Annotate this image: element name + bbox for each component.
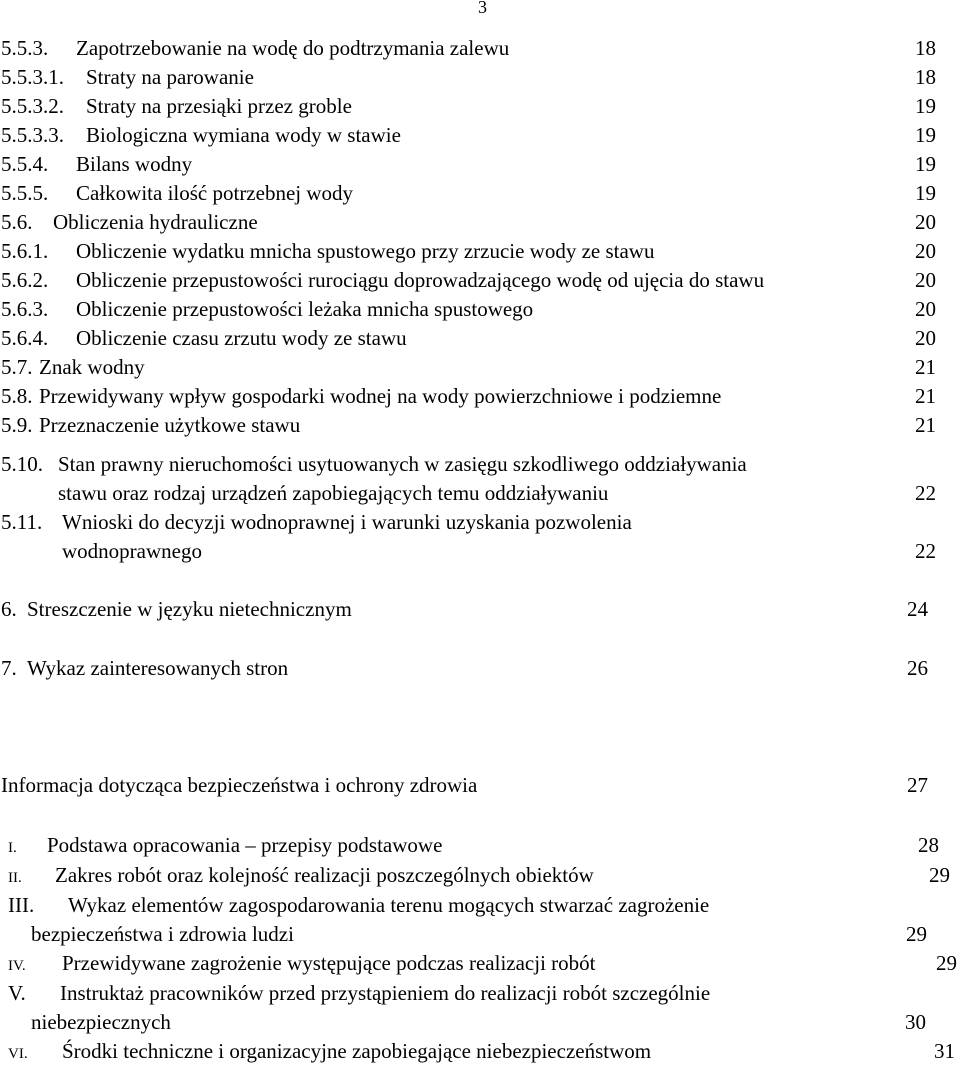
toc-entry-number: 7. bbox=[1, 656, 17, 680]
toc-entry-page: 20 bbox=[915, 297, 936, 321]
toc-entry-title-cont: niebezpiecznych bbox=[31, 1010, 171, 1034]
toc-entry-title: Straty na parowanie bbox=[86, 65, 254, 89]
toc-entry-number: 5.9. bbox=[1, 413, 33, 437]
toc-entry-number: 5.5.3.3. bbox=[1, 123, 64, 147]
toc-entry-title: Biologiczna wymiana wody w stawie bbox=[86, 123, 401, 147]
toc-entry-number: 5.11. bbox=[1, 510, 43, 534]
toc-entry-number: 5.6.3. bbox=[1, 297, 49, 321]
toc-entry-page: 29 bbox=[906, 922, 927, 946]
toc-entry-page: 26 bbox=[907, 656, 928, 680]
toc-entry-title: Przewidywane zagrożenie występujące podczas realizacji robót bbox=[62, 951, 596, 975]
toc-entry-page: 20 bbox=[915, 239, 936, 263]
toc-entry-page: 20 bbox=[915, 268, 936, 292]
toc-entry-title: Obliczenie czasu zrzutu wody ze stawu bbox=[76, 326, 407, 350]
toc-entry-page: 21 bbox=[915, 413, 936, 437]
toc-entry-number: 5.5.3. bbox=[1, 36, 49, 60]
toc-entry-title: Streszczenie w języku nietechnicznym bbox=[27, 597, 352, 621]
toc-entry-number: I. bbox=[8, 840, 17, 856]
toc-entry-page: 28 bbox=[918, 833, 939, 857]
toc-entry-title: Znak wodny bbox=[39, 355, 145, 379]
toc-entry-page: 21 bbox=[915, 384, 936, 408]
toc-entry-number: 5.6.4. bbox=[1, 326, 49, 350]
toc-entry-title: Wnioski do decyzji wodnoprawnej i warunki uzyskania pozwolenia bbox=[62, 510, 632, 534]
toc-entry-page: 20 bbox=[915, 210, 936, 234]
toc-entry-page: 22 bbox=[915, 539, 936, 563]
toc-entry-title: Obliczenie przepustowości rurociągu doprowadzającego wodę od ujęcia do stawu bbox=[76, 268, 765, 292]
toc-entry-title: Straty na przesiąki przez groble bbox=[86, 94, 352, 118]
toc-entry-page: 18 bbox=[915, 65, 936, 89]
toc-entry-number: II. bbox=[8, 870, 22, 886]
toc-entry-number: 5.6.2. bbox=[1, 268, 49, 292]
toc-entry-number: 5.6. bbox=[1, 210, 33, 234]
toc-entry-number: VI. bbox=[8, 1046, 28, 1062]
toc-entry-title: Obliczenia hydrauliczne bbox=[53, 210, 258, 234]
toc-entry-number: 5.6.1. bbox=[1, 239, 49, 263]
toc-entry-page: 19 bbox=[915, 123, 936, 147]
toc-entry-title: Bilans wodny bbox=[76, 152, 193, 176]
toc-entry-page: 30 bbox=[905, 1010, 926, 1034]
toc-entry-number: 5.5.4. bbox=[1, 152, 49, 176]
toc-entry-number: V. bbox=[8, 981, 26, 1005]
toc-entry-number: 5.8. bbox=[1, 384, 33, 408]
toc-entry-number: 5.5.3.1. bbox=[1, 65, 64, 89]
toc-entry-page: 24 bbox=[907, 597, 928, 621]
toc-entry-page: 19 bbox=[915, 152, 936, 176]
toc-entry-title: Wykaz zainteresowanych stron bbox=[27, 656, 289, 680]
toc-entry-title: Informacja dotycząca bezpieczeństwa i ochrony zdrowia bbox=[1, 773, 478, 797]
toc-entry-number: IV. bbox=[8, 958, 26, 974]
toc-entry-title: Stan prawny nieruchomości usytuowanych w zasięgu szkodliwego oddziaływania bbox=[58, 452, 747, 476]
toc-entry-number: 6. bbox=[1, 597, 17, 621]
toc-entry-number: 5.5.3.2. bbox=[1, 94, 64, 118]
toc-entry-page: 19 bbox=[915, 94, 936, 118]
toc-entry-title: Podstawa opracowania – przepisy podstawowe bbox=[47, 833, 443, 857]
toc-entry-title: Przeznaczenie użytkowe stawu bbox=[39, 413, 301, 437]
toc-entry-title: Zapotrzebowanie na wodę do podtrzymania zalewu bbox=[76, 36, 510, 60]
page-number: 3 bbox=[478, 0, 487, 17]
toc-entry-page: 29 bbox=[936, 951, 957, 975]
toc-entry-page: 22 bbox=[915, 481, 936, 505]
toc-entry-title: Wykaz elementów zagospodarowania terenu mogących stwarzać zagrożenie bbox=[68, 893, 710, 917]
toc-entry-title: Obliczenie wydatku mnicha spustowego przy zrzucie wody ze stawu bbox=[76, 239, 655, 263]
toc-entry-title: Obliczenie przepustowości leżaka mnicha spustowego bbox=[76, 297, 534, 321]
toc-entry-page: 31 bbox=[934, 1039, 955, 1063]
toc-entry-title: Przewidywany wpływ gospodarki wodnej na wody powierzchniowe i podziemne bbox=[39, 384, 722, 408]
toc-entry-title-cont: wodnoprawnego bbox=[62, 539, 202, 563]
toc-entry-number: III. bbox=[8, 893, 35, 917]
toc-entry-page: 29 bbox=[929, 863, 950, 887]
toc-entry-page: 21 bbox=[915, 355, 936, 379]
toc-entry-title: Całkowita ilość potrzebnej wody bbox=[76, 181, 354, 205]
toc-entry-page: 18 bbox=[915, 36, 936, 60]
toc-entry-title-cont: stawu oraz rodzaj urządzeń zapobiegających temu oddziaływaniu bbox=[58, 481, 609, 505]
toc-entry-page: 19 bbox=[915, 181, 936, 205]
toc-entry-number: 5.10. bbox=[1, 452, 43, 476]
toc-entry-page: 27 bbox=[907, 773, 928, 797]
toc-entry-title: Zakres robót oraz kolejność realizacji poszczególnych obiektów bbox=[55, 863, 594, 887]
toc-entry-title-cont: bezpieczeństwa i zdrowia ludzi bbox=[31, 922, 294, 946]
toc-entry-number: 5.7. bbox=[1, 355, 33, 379]
toc-entry-number: 5.5.5. bbox=[1, 181, 49, 205]
toc-entry-title: Instruktaż pracowników przed przystąpieniem do realizacji robót szczególnie bbox=[60, 981, 711, 1005]
toc-entry-page: 20 bbox=[915, 326, 936, 350]
toc-entry-title: Środki techniczne i organizacyjne zapobiegające niebezpieczeństwom bbox=[62, 1039, 652, 1063]
